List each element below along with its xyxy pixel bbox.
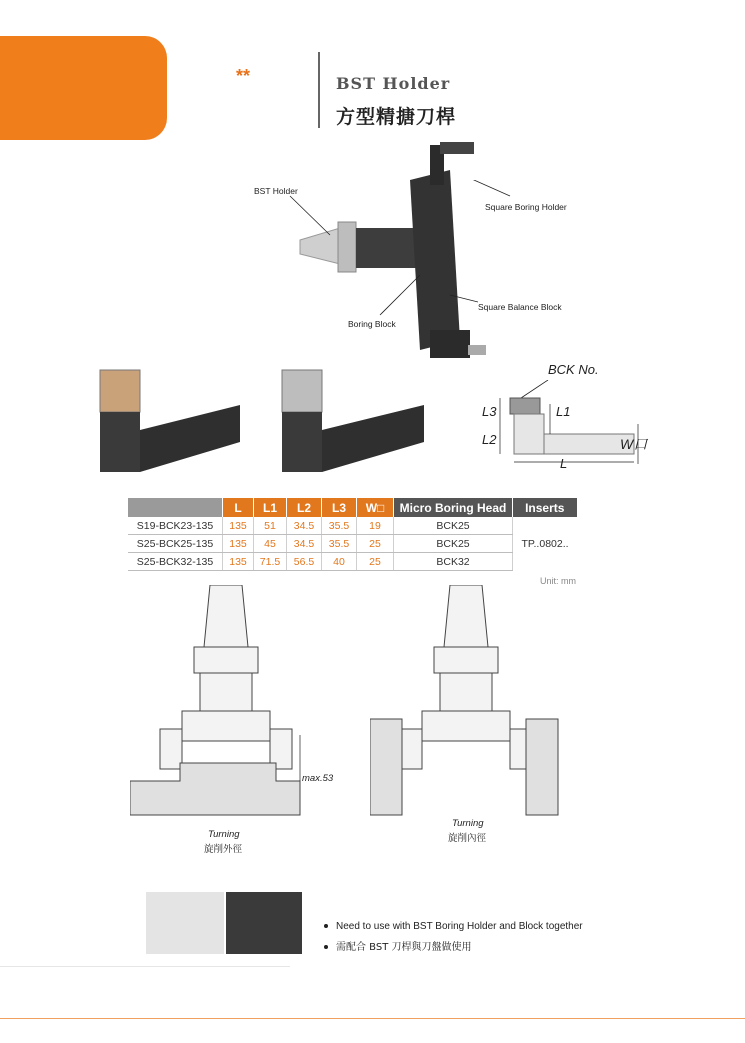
max-label: max.53 bbox=[302, 773, 334, 784]
callout-bst-holder: BST Holder bbox=[254, 186, 298, 196]
micro-boring-head bbox=[100, 370, 140, 412]
dim-head bbox=[510, 398, 540, 414]
dim-l3: L3 bbox=[482, 404, 497, 419]
col-header-l1: L1 bbox=[254, 498, 287, 517]
cell-model: S25-BCK32-135 bbox=[128, 553, 223, 571]
orange-header-tab bbox=[0, 36, 167, 140]
dim-l2: L2 bbox=[482, 432, 497, 447]
col-header-model bbox=[128, 498, 223, 517]
callout-square-boring-holder: Square Boring Holder bbox=[485, 202, 567, 212]
note-chinese-text: 需配合 BST 刀桿與刀盤做使用 bbox=[336, 942, 472, 953]
dim-l: L bbox=[560, 456, 568, 471]
header-divider bbox=[318, 52, 320, 128]
cell-l: 135 bbox=[223, 535, 254, 553]
holder-photo-with-head bbox=[92, 360, 252, 480]
table-row bbox=[128, 517, 577, 535]
bullet-icon bbox=[324, 924, 328, 928]
caption-inner-turning-zh: 旋削內徑 bbox=[448, 833, 487, 844]
holder-arm-2 bbox=[322, 405, 424, 472]
note-chinese bbox=[324, 938, 472, 953]
col-header-l2: L2 bbox=[287, 498, 322, 517]
holder-photo-plain bbox=[274, 360, 434, 480]
cell-l2: 34.5 bbox=[287, 517, 322, 535]
bottom-balance bbox=[430, 330, 470, 358]
holder-shank-2 bbox=[282, 412, 322, 472]
holder-arm bbox=[140, 405, 240, 472]
title-english: BST Holder bbox=[336, 74, 451, 93]
turning-inner-diagram bbox=[370, 585, 570, 825]
col-header-l3: L3 bbox=[322, 498, 357, 517]
unit-label: Unit: mm bbox=[540, 576, 576, 586]
cell-w: 19 bbox=[357, 517, 394, 535]
photo-boring-block bbox=[226, 892, 302, 954]
callout-leader-lines bbox=[250, 180, 550, 330]
callout-square-balance-block: Square Balance Block bbox=[478, 302, 562, 312]
callout-boring-block: Boring Block bbox=[348, 319, 396, 329]
caption-inner-turning-en: Turning bbox=[452, 818, 484, 829]
footer-line bbox=[0, 1018, 745, 1019]
cell-l: 135 bbox=[223, 553, 254, 571]
photo-bst-holder bbox=[146, 892, 224, 954]
brand-logo: ** bbox=[236, 66, 251, 86]
dimension-diagram bbox=[478, 380, 658, 475]
cell-w: 25 bbox=[357, 553, 394, 571]
table-row bbox=[128, 553, 577, 571]
faint-divider bbox=[0, 966, 290, 967]
balance-tip bbox=[468, 345, 486, 355]
dim-w: W口 bbox=[620, 436, 648, 452]
holder-cap bbox=[282, 370, 322, 412]
bck-no-label: BCK No. bbox=[548, 362, 599, 377]
turning-outer-diagram bbox=[130, 585, 330, 825]
col-header-micro-boring-head: Micro Boring Head bbox=[394, 498, 513, 517]
table-header-row bbox=[128, 498, 577, 517]
cell-l2: 34.5 bbox=[287, 535, 322, 553]
cell-model: S25-BCK25-135 bbox=[128, 535, 223, 553]
bullet-icon bbox=[324, 945, 328, 949]
col-header-w: W□ bbox=[357, 498, 394, 517]
cell-inserts: TP..0802.. bbox=[521, 537, 569, 550]
cell-model: S19-BCK23-135 bbox=[128, 517, 223, 535]
cell-l2: 56.5 bbox=[287, 553, 322, 571]
cell-l: 135 bbox=[223, 517, 254, 535]
top-tip bbox=[440, 142, 474, 154]
dim-block bbox=[514, 414, 544, 454]
cell-l1: 71.5 bbox=[254, 553, 287, 571]
cell-l1: 51 bbox=[254, 517, 287, 535]
table-row bbox=[128, 535, 577, 553]
note-english-text: Need to use with BST Boring Holder and Block together bbox=[336, 921, 583, 932]
cell-head: BCK25 bbox=[394, 535, 513, 553]
title-chinese: 方型精搪刀桿 bbox=[336, 106, 457, 128]
cell-l3: 35.5 bbox=[322, 517, 357, 535]
cell-l1: 45 bbox=[254, 535, 287, 553]
cell-w: 25 bbox=[357, 535, 394, 553]
cell-head: BCK32 bbox=[394, 553, 513, 571]
spec-table bbox=[128, 498, 578, 571]
col-header-l: L bbox=[223, 498, 254, 517]
caption-turning-en: Turning bbox=[208, 829, 240, 840]
cell-l3: 35.5 bbox=[322, 535, 357, 553]
holder-shank bbox=[100, 412, 140, 472]
cell-head: BCK25 bbox=[394, 517, 513, 535]
note-english bbox=[324, 921, 583, 932]
col-header-inserts: Inserts bbox=[513, 498, 578, 517]
caption-turning-zh: 旋削外徑 bbox=[204, 844, 243, 855]
cell-l3: 40 bbox=[322, 553, 357, 571]
dim-l1: L1 bbox=[556, 404, 571, 419]
